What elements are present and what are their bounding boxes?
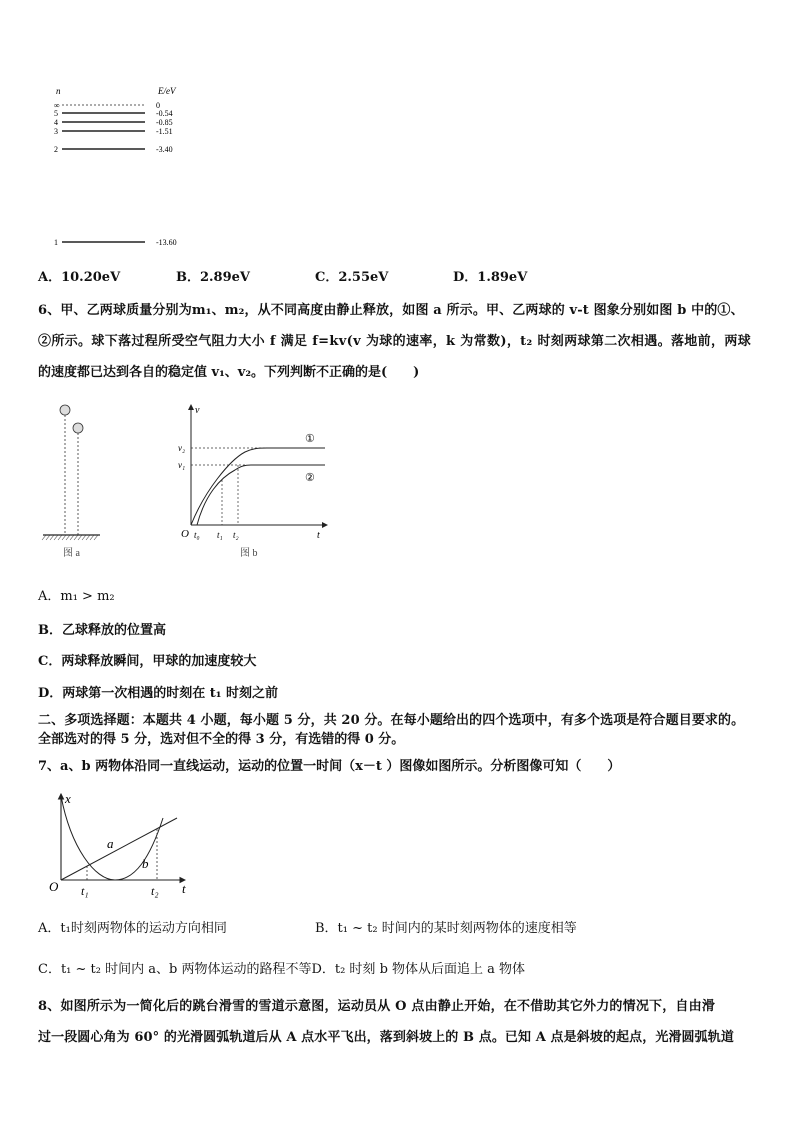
n-axis-label: n [56, 86, 61, 96]
t0-label: t₀ [194, 530, 200, 540]
level-n-label: 3 [54, 127, 58, 136]
t-axis-label: t [317, 530, 320, 541]
level-n-label: 5 [54, 109, 58, 118]
q5-option-b[interactable]: B．2.89eV [176, 270, 251, 285]
ground-hatch [42, 535, 98, 540]
q5-option-c[interactable]: C．2.55eV [315, 270, 389, 285]
level-n-label: 4 [54, 118, 58, 127]
figure-a-caption: 图 a [63, 548, 80, 559]
v-axis-label: v [195, 405, 200, 416]
figure-a [38, 398, 108, 563]
section2-line2: 全部选对的得 5 分，选对但不全的得 3 分，有选错的得 0 分。 [38, 732, 405, 747]
v2-label: v₂ [178, 443, 186, 453]
level-energy-label: -0.85 [156, 118, 173, 127]
curve-2-label: ② [305, 472, 315, 484]
q6-option-c[interactable]: C．两球释放瞬间，甲球的加速度较大 [38, 654, 257, 669]
curve-1 [191, 448, 325, 525]
q6-option-b[interactable]: B．乙球释放的位置高 [38, 623, 166, 638]
section2-line1: 二、多项选择题：本题共 4 小题，每小题 5 分，共 20 分。在每小题给出的四个选项中，有多个选项是符合题目要求的。 [38, 713, 745, 728]
q6-option-a[interactable]: A．m₁ > m₂ [38, 589, 115, 604]
t1-label: t₁ [81, 884, 89, 898]
t-axis-label: t [182, 881, 186, 896]
q7-option-a[interactable]: A．t₁时刻两物体的运动方向相同 [38, 921, 227, 936]
energy-axis-label: E/eV [158, 86, 176, 96]
level-energy-label: -1.51 [156, 127, 173, 136]
q6-stem-line3: 的速度都已达到各自的稳定值 v₁、v₂。下列判断不正确的是( ) [38, 365, 420, 380]
level-energy-label: 0 [156, 101, 160, 110]
level-energy-label: -3.40 [156, 145, 173, 154]
level-energy-label: -13.60 [156, 238, 177, 247]
label-a: a [107, 836, 114, 851]
level-n-label: 1 [54, 238, 58, 247]
q6-stem-line1: 6、甲、乙两球质量分别为m₁、m₂，从不同高度由静止释放，如图 a 所示。甲、乙两球的 v-t 图象分别如图 b 中的①、 [38, 303, 744, 318]
figure-b [175, 400, 335, 565]
level-n-label: 2 [54, 145, 58, 154]
ball-yi [73, 423, 83, 433]
t2-label: t₂ [233, 530, 239, 540]
q8-stem-line2: 过一段圆心角为 60° 的光滑圆弧轨道后从 A 点水平飞出，落到斜坡上的 B 点。已知 A 点是斜坡的起点，光滑圆弧轨道 [38, 1030, 734, 1045]
q7-stem: 7、a、b 两物体沿同一直线运动，运动的位置一时间（x－t ）图像如图所示。分析图像可知（ ） [38, 759, 621, 774]
q8-stem-line1: 8、如图所示为一简化后的跳台滑雪的雪道示意图，运动员从 O 点由静止开始，在不借助其它外力的情况下，自由滑 [38, 999, 716, 1014]
figure-b-caption: 图 b [240, 548, 258, 559]
q7-option-c-d[interactable]: C．t₁ ~ t₂ 时间内 a、b 两物体运动的路程不等D．t₂ 时刻 b 物体从后面追上 a 物体 [38, 962, 526, 977]
level-energy-label: -0.54 [156, 109, 173, 118]
ball-jia [60, 405, 70, 415]
t2-label: t₂ [151, 884, 159, 898]
q7-xt-graph [45, 788, 195, 903]
energy-level-diagram [45, 82, 205, 252]
x-axis-label: x [65, 791, 71, 806]
origin-label: O [181, 528, 189, 540]
q7-option-b[interactable]: B．t₁ ~ t₂ 时间内的某时刻两物体的速度相等 [315, 921, 577, 936]
level-n-label: ∞ [54, 101, 60, 110]
label-b: b [142, 856, 149, 871]
q6-option-d[interactable]: D．两球第一次相遇的时刻在 t₁ 时刻之前 [38, 686, 279, 701]
t1-label: t₁ [217, 530, 223, 540]
v1-label: v₁ [178, 460, 186, 470]
origin-label: O [49, 879, 59, 894]
q5-option-d[interactable]: D．1.89eV [453, 270, 528, 285]
q5-option-a[interactable]: A．10.20eV [38, 270, 121, 285]
q6-stem-line2: ②所示。球下落过程所受空气阻力大小 f 满足 f=kv(v 为球的速率，k 为常数)，t₂ 时刻两球第二次相遇。落地前，两球 [38, 334, 752, 349]
curve-1-label: ① [305, 433, 315, 445]
